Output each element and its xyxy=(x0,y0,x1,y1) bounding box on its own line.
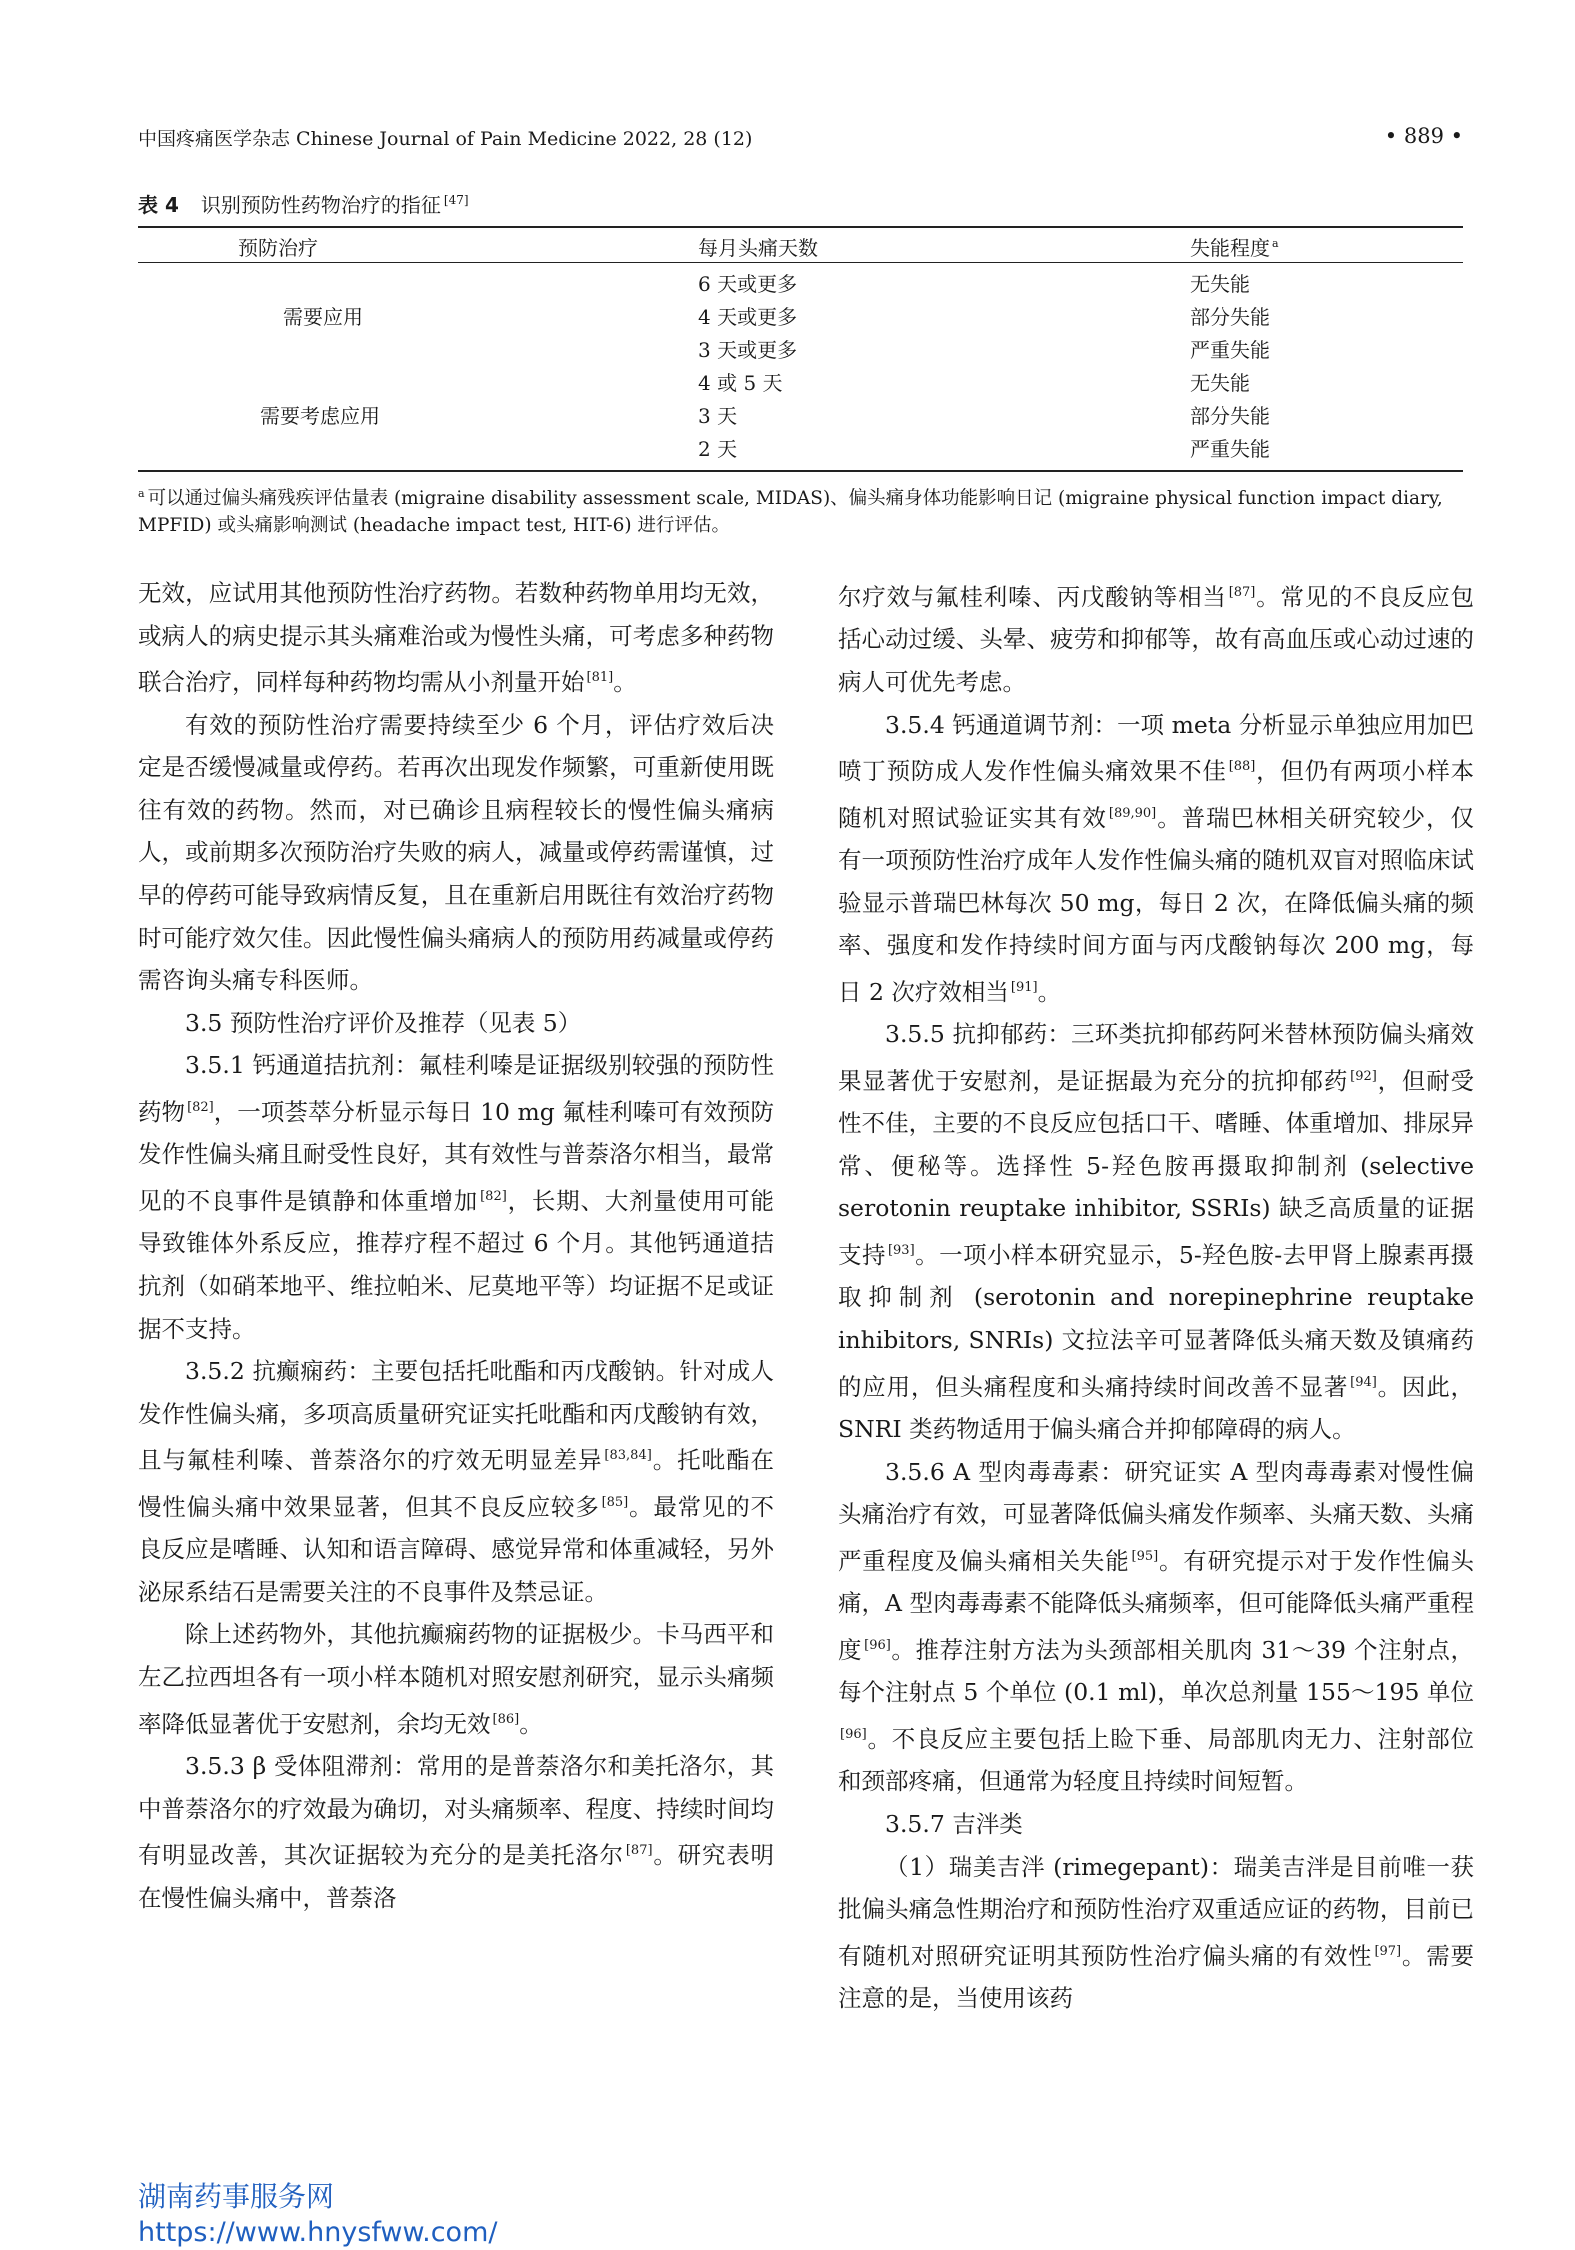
paragraph-text: 。一项小样本研究显示，5-羟色胺-去甲肾上腺素再摄取抑制剂 (serotonin and norepinephrine reuptake inhibitors, SNRIs) 文拉法辛可显著降低头痛天数及镇痛药的应用，但头痛程度和头痛持续时间改善不显著 xyxy=(838,1240,1474,1401)
footnote-text: 可以通过偏头痛残疾评估量表 (migraine disability assessment scale, MIDAS)、偏头痛身体功能影响日记 (migraine physical function impact diary, MPFID) 或头痛影响测试 (headache impact test, HIT-6) 进行评估。 xyxy=(138,488,1443,537)
paragraph-text: 。研究表明在慢性偏头痛中，普萘洛 xyxy=(138,1841,775,1912)
table-bottom-rule xyxy=(138,470,1463,472)
citation-reference: [88] xyxy=(1228,759,1256,775)
table-title: 识别预防性药物治疗的指征 xyxy=(200,193,441,217)
section-heading xyxy=(838,1803,1474,1846)
paragraph-text: 。不良反应主要包括上睑下垂、局部肌肉无力、注射部位和颈部疼痛，但通常为轻度且持续时间短暂。 xyxy=(838,1724,1474,1796)
paragraph-text: 3.5 预防性治疗评价及推荐（见表 5） xyxy=(185,1008,582,1037)
paragraph-text: 。常见的不良反应包括心动过缓、头晕、疲劳和抑郁等，故有高血压或心动过速的病人可优先考虑。 xyxy=(838,582,1475,697)
citation-reference: [83,84] xyxy=(604,1448,652,1464)
paragraph-text: ，长期、大剂量使用可能导致锥体外系反应，推荐疗程不超过 6 个月。其他钙通道拮抗剂（如硝苯地平、维拉帕米、尼莫地平等）均证据不足或证据不支持。 xyxy=(138,1186,775,1343)
paragraph-text: 3.5.6 A 型肉毒毒素：研究证实 A 型肉毒毒素对慢性偏头痛治疗有效，可显著降低偏头痛发作频率、头痛天数、头痛严重程度及偏头痛相关失能 xyxy=(838,1457,1474,1575)
paragraph-text: 3.5.3 β 受体阻滞剂：常用的是普萘洛尔和美托洛尔，其中普萘洛尔的疗效最为确切，对头痛频率、程度、持续时间均有明显改善，其次证据较为充分的是美托洛尔 xyxy=(138,1752,774,1870)
indication-table xyxy=(138,226,1463,472)
column-header-footnote-mark: a xyxy=(1272,237,1279,251)
cell-headache-days: 4 或 5 天 xyxy=(698,371,783,395)
cell-headache-days: 6 天或更多 xyxy=(698,272,798,296)
citation-reference: [85] xyxy=(601,1494,629,1510)
cell-treatment-group: 需要考虑应用 xyxy=(260,404,380,428)
cell-headache-days: 3 天 xyxy=(698,404,738,428)
citation-reference: [89,90] xyxy=(1108,805,1157,821)
paragraph-text: 。最常见的不良反应是嗜睡、认知和语言障碍、感觉异常和体重减轻，另外泌尿系结石是需要关注的不良事件及禁忌证。 xyxy=(138,1492,775,1606)
paragraph xyxy=(138,572,774,704)
citation-reference: [96] xyxy=(864,1637,891,1653)
table-footnote xyxy=(138,480,1463,539)
citation-reference: [91] xyxy=(1010,979,1038,995)
paragraph xyxy=(138,704,774,1002)
paragraph-text: 3.5.1 钙通道拮抗剂：氟桂利嗪是证据级别较强的预防性药物 xyxy=(138,1051,774,1126)
paragraph-text: 除上述药物外，其他抗癫痫药物的证据极少。卡马西平和左乙拉西坦各有一项小样本随机对照安慰剂研究，显示头痛频率降低显著优于安慰剂，余均无效 xyxy=(138,1620,774,1738)
paragraph-text: 。因此，SNRI 类药物适用于偏头痛合并抑郁障碍的病人。 xyxy=(838,1372,1475,1444)
column-header-headache-days: 每月头痛天数 xyxy=(698,236,818,260)
watermark xyxy=(138,2178,497,2250)
paragraph-text: 3.5.5 抗抑郁药：三环类抗抑郁药阿米替林预防偏头痛效果显著优于安慰剂，是证据最为充分的抗抑郁药 xyxy=(838,1020,1474,1095)
citation-reference: [97] xyxy=(1374,1943,1402,1959)
paragraph xyxy=(838,704,1474,1014)
paragraph-text: 。 xyxy=(519,1709,543,1738)
citation-reference: [87] xyxy=(1228,585,1256,600)
paragraph-text: 。托吡酯在慢性偏头痛中效果显著，但其不良反应较多 xyxy=(138,1446,775,1521)
paragraph xyxy=(138,1350,774,1613)
paragraph xyxy=(138,1044,774,1350)
cell-headache-days: 4 天或更多 xyxy=(698,305,798,329)
citation-reference: [93] xyxy=(887,1243,915,1259)
table-caption xyxy=(138,189,469,218)
cell-disability: 无失能 xyxy=(1190,272,1250,296)
paragraph xyxy=(138,1745,774,1919)
paragraph xyxy=(838,572,1474,704)
paragraph-text: 。有研究提示对于发作性偏头痛，A 型肉毒毒素不能降低头痛频率，但可能降低头痛严重程度 xyxy=(838,1546,1475,1664)
journal-title: 中国疼痛医学杂志 Chinese Journal of Pain Medicine 2022, 28 (12) xyxy=(138,128,753,150)
paragraph-text: 有效的预防性治疗需要持续至少 6 个月，评估疗效后决定是否缓慢减量或停药。若再次出现发作频繁，可重新使用既往有效的药物。然而，对已确诊且病程较长的慢性偏头痛病人，或前期多次预防治疗失败的病人，减量或停药需谨慎，过早的停药可能导致病情反复，且在重新启用既往有效治疗药物时可能疗效欠佳。因此慢性偏头痛病人的预防用药减量或停药需咨询头痛专科医师。 xyxy=(138,710,774,995)
cell-disability: 部分失能 xyxy=(1190,305,1270,329)
paragraph xyxy=(838,1846,1474,2020)
paragraph-text: 无效，应试用其他预防性治疗药物。若数种药物单用均无效，或病人的病史提示其头痛难治或为慢性头痛，可考虑多种药物联合治疗，同样每种药物均需从小剂量开始 xyxy=(138,579,774,697)
watermark-url[interactable]: https://www.hnysfww.com/ xyxy=(138,2217,498,2248)
paragraph-text: 3.5.7 吉泮类 xyxy=(885,1809,1023,1838)
section-heading xyxy=(138,1002,774,1045)
citation-reference: [92] xyxy=(1350,1068,1377,1084)
footnote-mark: a xyxy=(138,487,145,500)
table-top-rule xyxy=(138,226,1463,228)
paragraph-text: 。 xyxy=(613,668,637,697)
cell-disability: 严重失能 xyxy=(1190,338,1270,362)
citation-reference: [95] xyxy=(1131,1548,1159,1564)
paragraph xyxy=(838,1013,1474,1450)
citation-reference: [86] xyxy=(492,1711,520,1727)
citation-reference: [82] xyxy=(187,1099,214,1115)
table-header-rule xyxy=(138,262,1463,263)
cell-disability: 部分失能 xyxy=(1190,404,1270,428)
watermark-name: 湖南药事服务网 xyxy=(138,2180,335,2213)
paragraph-text: 3.5.4 钙通道调节剂：一项 meta 分析显示单独应用加巴喷丁预防成人发作性偏头痛效果不佳 xyxy=(838,710,1474,786)
citation-reference: [81] xyxy=(586,670,614,686)
paragraph-text: ，但仍有两项小样本随机对照试验证实其有效 xyxy=(838,757,1475,832)
body-column-left xyxy=(138,572,774,1919)
paragraph-text: ，但耐受性不佳，主要的不良反应包括口干、嗜睡、体重增加、排尿异常、便秘等。选择性 5-羟色胺再摄取抑制剂 (selective serotonin reuptake inhibitor, SSRIs) 缺乏高质量的证据支持 xyxy=(838,1066,1475,1269)
cell-headache-days: 3 天或更多 xyxy=(698,338,798,362)
page-number: • 889 • xyxy=(1384,124,1463,148)
paragraph xyxy=(838,1451,1474,1803)
column-header-treatment: 预防治疗 xyxy=(238,236,318,260)
body-column-right xyxy=(838,572,1474,2020)
citation-reference: [82] xyxy=(480,1188,507,1204)
paragraph-text: ，一项荟萃分析显示每日 10 mg 氟桂利嗪可有效预防发作性偏头痛且耐受性良好，其有效性与普萘洛尔相当，最常见的不良事件是镇静和体重增加 xyxy=(138,1097,775,1215)
cell-disability: 严重失能 xyxy=(1190,437,1270,461)
paragraph-text: （1）瑞美吉泮 (rimegepant)：瑞美吉泮是目前唯一获批偏头痛急性期治疗和预防性治疗双重适应证的药物，目前已有随机对照研究证明其预防性治疗偏头痛的有效性 xyxy=(838,1852,1474,1970)
cell-treatment-group: 需要应用 xyxy=(283,305,363,329)
paragraph-text: 。 xyxy=(1037,977,1062,1006)
citation-reference: [96] xyxy=(840,1726,867,1742)
paragraph xyxy=(138,1613,774,1745)
column-header-disability-label: 失能程度 xyxy=(1190,236,1270,260)
cell-headache-days: 2 天 xyxy=(698,437,738,461)
citation-reference: [94] xyxy=(1350,1374,1377,1390)
paragraph-text: 3.5.2 抗癫痫药：主要包括托吡酯和丙戊酸钠。针对成人发作性偏头痛，多项高质量研究证实托吡酯和丙戊酸钠有效，且与氟桂利嗪、普萘洛尔的疗效无明显差异 xyxy=(138,1357,774,1475)
running-header xyxy=(138,124,1463,154)
paragraph-text: 尔疗效与氟桂利嗪、丙戊酸钠等相当 xyxy=(838,582,1227,611)
paragraph-text: 。需要注意的是，当使用该药 xyxy=(838,1941,1475,2013)
paragraph-text: 。普瑞巴林相关研究较少，仅有一项预防性治疗成年人发作性偏头痛的随机双盲对照临床试验显示普瑞巴林每次 50 mg，每日 2 次，在降低偏头痛的频率、强度和发作持续时间方面与丙戊酸钠每次 200 mg，每日 2 次疗效相当 xyxy=(838,803,1475,1006)
table-title-reference: [47] xyxy=(443,193,469,208)
table-label: 表 4 xyxy=(138,193,179,217)
cell-disability: 无失能 xyxy=(1190,371,1250,395)
column-header-disability xyxy=(1190,232,1279,261)
paragraph-text: 。推荐注射方法为头颈部相关肌肉 31～39 个注射点，每个注射点 5 个单位 (0.1 ml)，单次总剂量 155～195 单位 xyxy=(838,1635,1474,1707)
citation-reference: [87] xyxy=(625,1843,653,1859)
